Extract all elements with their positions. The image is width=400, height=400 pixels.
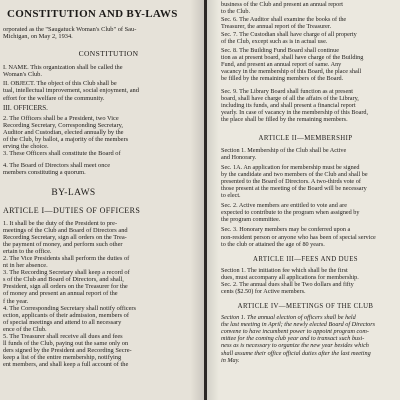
article-4-heading: ARTICLE IV—MEETINGS OF THE CLUB xyxy=(237,303,374,311)
text-line: the last meeting in April; the newly elected Board of Directors xyxy=(221,321,376,329)
text-line: 3. The Recording Secretary shall keep a record of xyxy=(3,269,130,277)
article-2-heading: ARTICLE II—MEMBERSHIP xyxy=(258,134,353,142)
text-line: of the Club, by ballot, a majority of the members xyxy=(3,136,129,144)
membership-section-1a xyxy=(221,164,390,199)
text-line: business of the Club and present an annual report xyxy=(221,1,344,8)
text-line: Sec. 1A. An application for membership must be signed xyxy=(221,163,360,171)
article-object xyxy=(3,80,204,101)
text-line: 4. The Corresponding Secretary shall notify officers xyxy=(3,304,137,312)
bylaws-article1-heading: ARTICLE I—DUTIES OF OFFICERS xyxy=(3,205,141,215)
text-line: Section 1. The annual election of officers shall be held xyxy=(221,314,356,322)
text-line: Woman's Club. xyxy=(3,71,42,79)
text-line: I. NAME. This organization shall be called the xyxy=(3,64,123,72)
text-line: Sec. 8. The Building Fund Board shall continue xyxy=(221,46,339,54)
text-line: 5. The Treasurer shall receive all dues and fees xyxy=(3,333,123,340)
membership-section-1 xyxy=(221,147,390,161)
gutter-shadow xyxy=(190,0,204,400)
text-line: of the Club, except such as is in actual use. xyxy=(221,38,328,46)
text-line: the program committee. xyxy=(221,216,281,224)
text-line: Sec. 7. The Custodian shall have charge of all property xyxy=(221,31,357,39)
meetings-section-1 xyxy=(221,314,390,364)
text-line: ertain to the office. xyxy=(3,247,52,255)
section-9 xyxy=(221,88,390,123)
text-line: of money and present an annual report of the xyxy=(3,290,118,298)
text-line: be filled by the remaining members of the Board. xyxy=(221,74,344,82)
text-line: 3. These Officers shall constitute the Board of xyxy=(3,150,121,158)
text-line: orporated as the "Saugatuck Woman's Club" of Sau- xyxy=(3,26,137,33)
text-line: to elect. xyxy=(221,192,241,200)
text-line: effort for the welfare of the community. xyxy=(3,94,105,102)
text-line: expected to contribute to the program when assigned by xyxy=(221,209,360,217)
text-line: s of the Club and Board of Directors, and shall, xyxy=(3,276,124,284)
text-line: tion as at present board, shall have charge of the Building xyxy=(221,53,364,61)
text-line: erving the choice. xyxy=(3,143,49,151)
article-3-heading: ARTICLE III—FEES AND DUES xyxy=(253,255,358,263)
text-line: ll funds of the Club, paying out the same only on xyxy=(3,340,129,348)
article-officers-title: III. OFFICERS. xyxy=(3,103,48,112)
bylaws-heading: BY-LAWS xyxy=(51,187,96,198)
section-8 xyxy=(221,47,390,82)
text-line: non-resident person or anyone who has been of special service xyxy=(221,233,376,241)
text-line: Recording Secretary, sign all orders on the Trea- xyxy=(3,233,127,241)
text-line: f the year. xyxy=(3,297,29,305)
text-line: and Honorary. xyxy=(221,153,257,161)
text-line: 1. It shall be the duty of the President to pre- xyxy=(3,219,118,227)
text-line: 2. The Officers shall be a President, two Vice xyxy=(3,114,119,122)
incorporation-text xyxy=(3,26,204,40)
text-line: mittee for the coming club year and to transact such busi- xyxy=(221,335,365,343)
text-line: Section 1. The initiation fee which shall be the first xyxy=(221,266,348,274)
text-line: convene to have incumbent power to appoint program com- xyxy=(221,328,369,336)
membership-section-2 xyxy=(221,202,390,223)
text-line: ence of the Club. xyxy=(3,325,47,333)
text-line: Sec. 2. Active members are entitled to vote and are xyxy=(221,202,347,210)
section-7 xyxy=(221,31,390,45)
right-page xyxy=(207,0,400,400)
text-line: in May. xyxy=(221,356,240,364)
document-title: CONSTITUTION AND BY-LAWS xyxy=(7,8,178,20)
text-line: Fund, and present an annual report of same. Any xyxy=(221,60,342,68)
treasurer-continued xyxy=(221,1,390,15)
text-line: the place shall be filled by the remaining members. xyxy=(221,116,348,124)
text-line: cents ($2.50) for Active members. xyxy=(221,288,306,295)
duties-of-officers xyxy=(3,220,204,369)
membership-section-3 xyxy=(221,226,390,247)
text-line: to the club or attained the age of 80 years. xyxy=(221,240,325,248)
text-line: the payment of money, and perform such other xyxy=(3,240,123,248)
text-line: of special meetings and attend to all necessary xyxy=(3,318,122,326)
text-line: ection, applicants of their admission, members of xyxy=(3,311,130,319)
text-line: those present at the meeting of the Board will be necessary xyxy=(221,184,367,192)
text-line: meetings of the Club and Board of Directors and xyxy=(3,226,128,234)
text-line: presented to the Board of Directors. A two-thirds vote of xyxy=(221,177,361,185)
text-line: shall assume their office official duties after the last meeting xyxy=(221,349,371,357)
article-officers xyxy=(3,115,204,158)
text-line: ness as is necessary to organize the new year besides which xyxy=(221,342,369,350)
text-line: ders signed by the President and Recording Secre- xyxy=(3,347,132,355)
text-line: board, shall have charge of all the affairs of the Library, xyxy=(221,95,359,103)
text-line: dues, must accompany all applications for membership. xyxy=(221,273,359,281)
text-line: Sec. 3. Honorary members may be conferred upon a xyxy=(221,226,351,234)
constitution-heading: CONSTITUTION xyxy=(78,49,139,59)
article-board xyxy=(3,162,204,176)
text-line: Auditor and Custodian, elected annually by the xyxy=(3,128,124,136)
text-line: keep a list of the entire membership, notifying xyxy=(3,354,122,362)
text-line: Michigan, on May 2, 1934. xyxy=(3,33,73,41)
text-line: by the candidate and two members of the Club and shall be xyxy=(221,170,368,178)
text-line: vacancy in the membership of this Board, the place shall xyxy=(221,67,362,75)
text-line: President, sign all orders on the Treasurer for the xyxy=(3,283,128,291)
text-line: ent members, and shall keep a full account of the xyxy=(3,361,129,369)
text-line: Sec. 6. The Auditor shall examine the books of the xyxy=(221,16,347,24)
text-line: II. OBJECT. The object of this Club shall be xyxy=(3,80,117,88)
text-line: members constituting a quorum. xyxy=(3,169,86,177)
text-line: including its funds, and shall present a financial report xyxy=(221,102,356,110)
text-line: yearly. In case of vacancy in the membership of this Board, xyxy=(221,109,369,117)
text-line: nt in her absence. xyxy=(3,262,48,270)
text-line: 4. The Board of Directors shall meet once xyxy=(3,162,111,170)
fees-and-dues xyxy=(221,267,390,295)
text-line: to the Club. xyxy=(221,8,251,16)
section-6 xyxy=(221,16,390,30)
text-line: Treasurer, the annual report of the Treasurer. xyxy=(221,23,332,31)
text-line: Sec. 2. The annual dues shall be Two dollars and fifty xyxy=(221,280,354,288)
text-line: Section 1. Membership of the Club shall be Active xyxy=(221,146,347,154)
gutter-shadow-right xyxy=(207,0,219,400)
article-name xyxy=(3,64,204,78)
text-line: Recording Secretary, Corresponding Secretary, xyxy=(3,121,124,129)
text-line: tual, intellectual improvement, social enjoyment, and xyxy=(3,87,139,95)
text-line: 2. The Vice Presidents shall perform the duties of xyxy=(3,254,130,262)
text-line: Sec. 9. The Library Board shall function as at present xyxy=(221,88,354,96)
